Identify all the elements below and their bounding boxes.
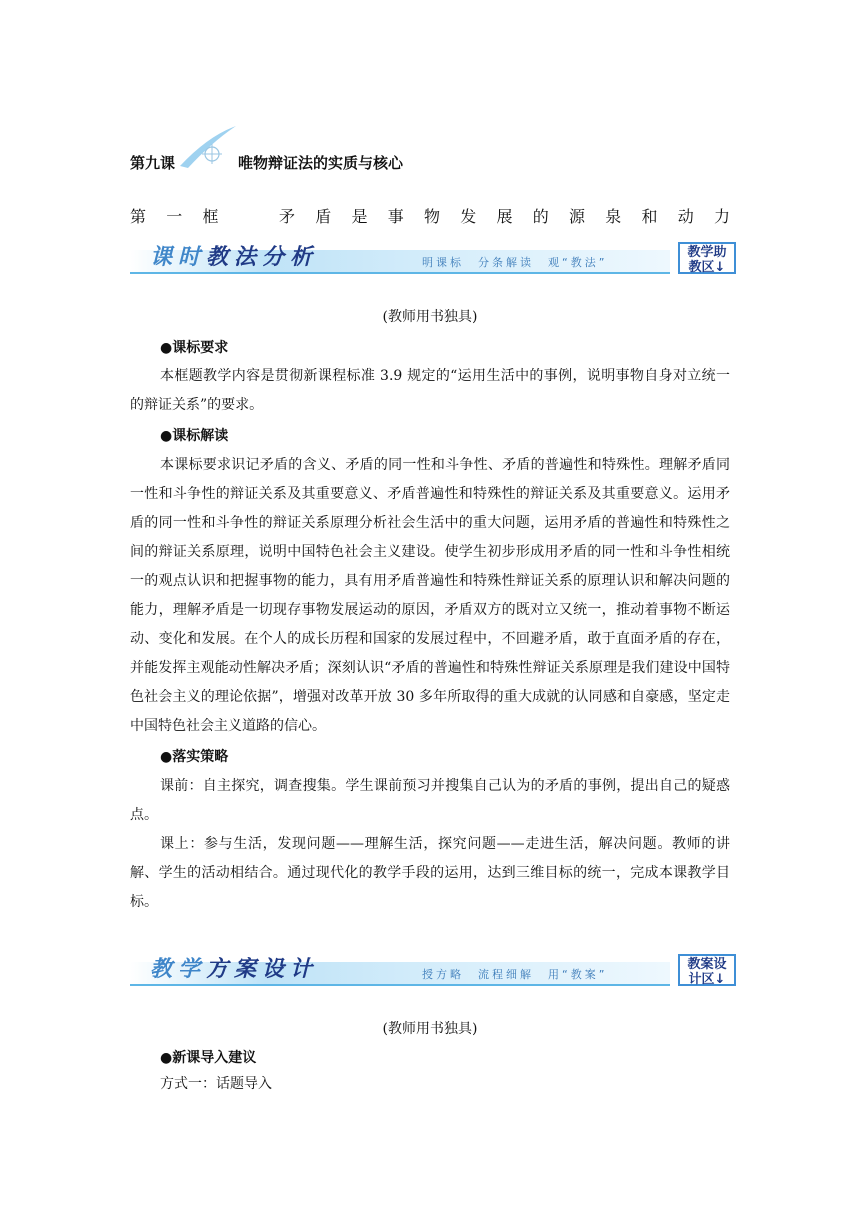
frame-title-char: 泉 bbox=[605, 207, 622, 226]
banner-title: 课时教法分析 bbox=[150, 244, 319, 270]
teacher-book-note: (教师用书独具) bbox=[382, 1021, 478, 1037]
banner-teaching-analysis bbox=[130, 240, 738, 278]
frame-title-char: 是 bbox=[351, 207, 368, 226]
teaching-aid-area-link[interactable]: 教学助 教区↓ bbox=[678, 242, 736, 274]
section-heading: ●课标要求 bbox=[160, 340, 229, 356]
swoosh-decoration-icon bbox=[178, 122, 240, 172]
frame-title-char: 矛 bbox=[278, 207, 295, 226]
frame-title-char: 的 bbox=[532, 207, 549, 226]
section-heading: ●新课导入建议 bbox=[160, 1050, 257, 1066]
frame-title-char: 发 bbox=[460, 207, 477, 226]
frame-title-char: 和 bbox=[641, 207, 658, 226]
teacher-book-note: (教师用书独具) bbox=[382, 309, 478, 325]
frame-title-gap bbox=[239, 204, 259, 227]
frame-title-char: 事 bbox=[387, 207, 404, 226]
banner-slogan: 授方略 流程细解 用“教案” bbox=[422, 968, 608, 981]
frame-title-char: 盾 bbox=[315, 207, 332, 226]
paragraph: 方式一：话题导入 bbox=[160, 1076, 272, 1092]
frame-title-char: 物 bbox=[423, 207, 440, 226]
paragraph: 本课标要求识记矛盾的含义、矛盾的同一性和斗争性、矛盾的普遍性和特殊性。理解矛盾同一性和斗争性的辩证关系及其重要意义、矛盾普遍性和特殊性的辩证关系及其重要意义。运用矛盾的同一性和斗争性的辩证关系原理分析社会生活中的重大问题，运用矛盾的普遍性和特殊性之间的辩证关系原理，说明中国特色社会主义建设。使学生初步形成用矛盾的同一性和斗争性相统一的观点认识和把握事物的能力，具有用矛盾普遍性和特殊性辩证关系的原理认识和解决问题的能力，理解矛盾是一切现存事物发展运动的原因，矛盾双方的既对立又统一，推动着事物不断运动、变化和发展。在个人的成长历程和国家的发展过程中，不回避矛盾，敢于直面矛盾的存在，并能发挥主观能动性解决矛盾；深刻认识“矛盾的普遍性和特殊性辩证关系原理是我们建设中国特色社会主义的理论依据”，增强对改革开放 30 多年所取得的重大成就的认同感和自豪感，坚定走中国特色社会主义道路的信心。 bbox=[130, 457, 730, 734]
lesson-title: 唯物辩证法的实质与核心 bbox=[238, 154, 404, 172]
banner-title: 教学方案设计 bbox=[150, 956, 319, 982]
paragraph: 本框题教学内容是贯彻新课程标准 3.9 规定的“运用生活中的事例，说明事物自身对立统一的辩证关系”的要求。 bbox=[130, 368, 730, 413]
frame-title-char: 动 bbox=[677, 207, 694, 226]
section-heading: ●课标解读 bbox=[160, 428, 229, 444]
frame-title-char: 第 bbox=[130, 207, 147, 226]
frame-title bbox=[130, 204, 730, 227]
paragraph: 课上：参与生活，发现问题——理解生活，探究问题——走进生活，解决问题。教师的讲解、学生的活动相结合。通过现代化的教学手段的运用，达到三维目标的统一，完成本课教学目标。 bbox=[130, 836, 730, 910]
frame-title-char: 框 bbox=[202, 207, 219, 226]
lesson-number: 第九课 bbox=[130, 154, 176, 172]
frame-title-char: 展 bbox=[496, 207, 513, 226]
frame-title-char: 源 bbox=[568, 207, 585, 226]
section-heading: ●落实策略 bbox=[160, 749, 229, 765]
banner-slogan: 明课标 分条解读 观“教法” bbox=[422, 256, 608, 269]
frame-title-char: 力 bbox=[713, 207, 730, 226]
banner-lesson-plan bbox=[130, 952, 738, 990]
paragraph: 课前：自主探究，调查搜集。学生课前预习并搜集自己认为的矛盾的事例，提出自己的疑惑点。 bbox=[130, 778, 730, 823]
frame-title-char: 一 bbox=[166, 207, 183, 226]
lesson-plan-area-link[interactable]: 教案设 计区↓ bbox=[678, 954, 736, 986]
